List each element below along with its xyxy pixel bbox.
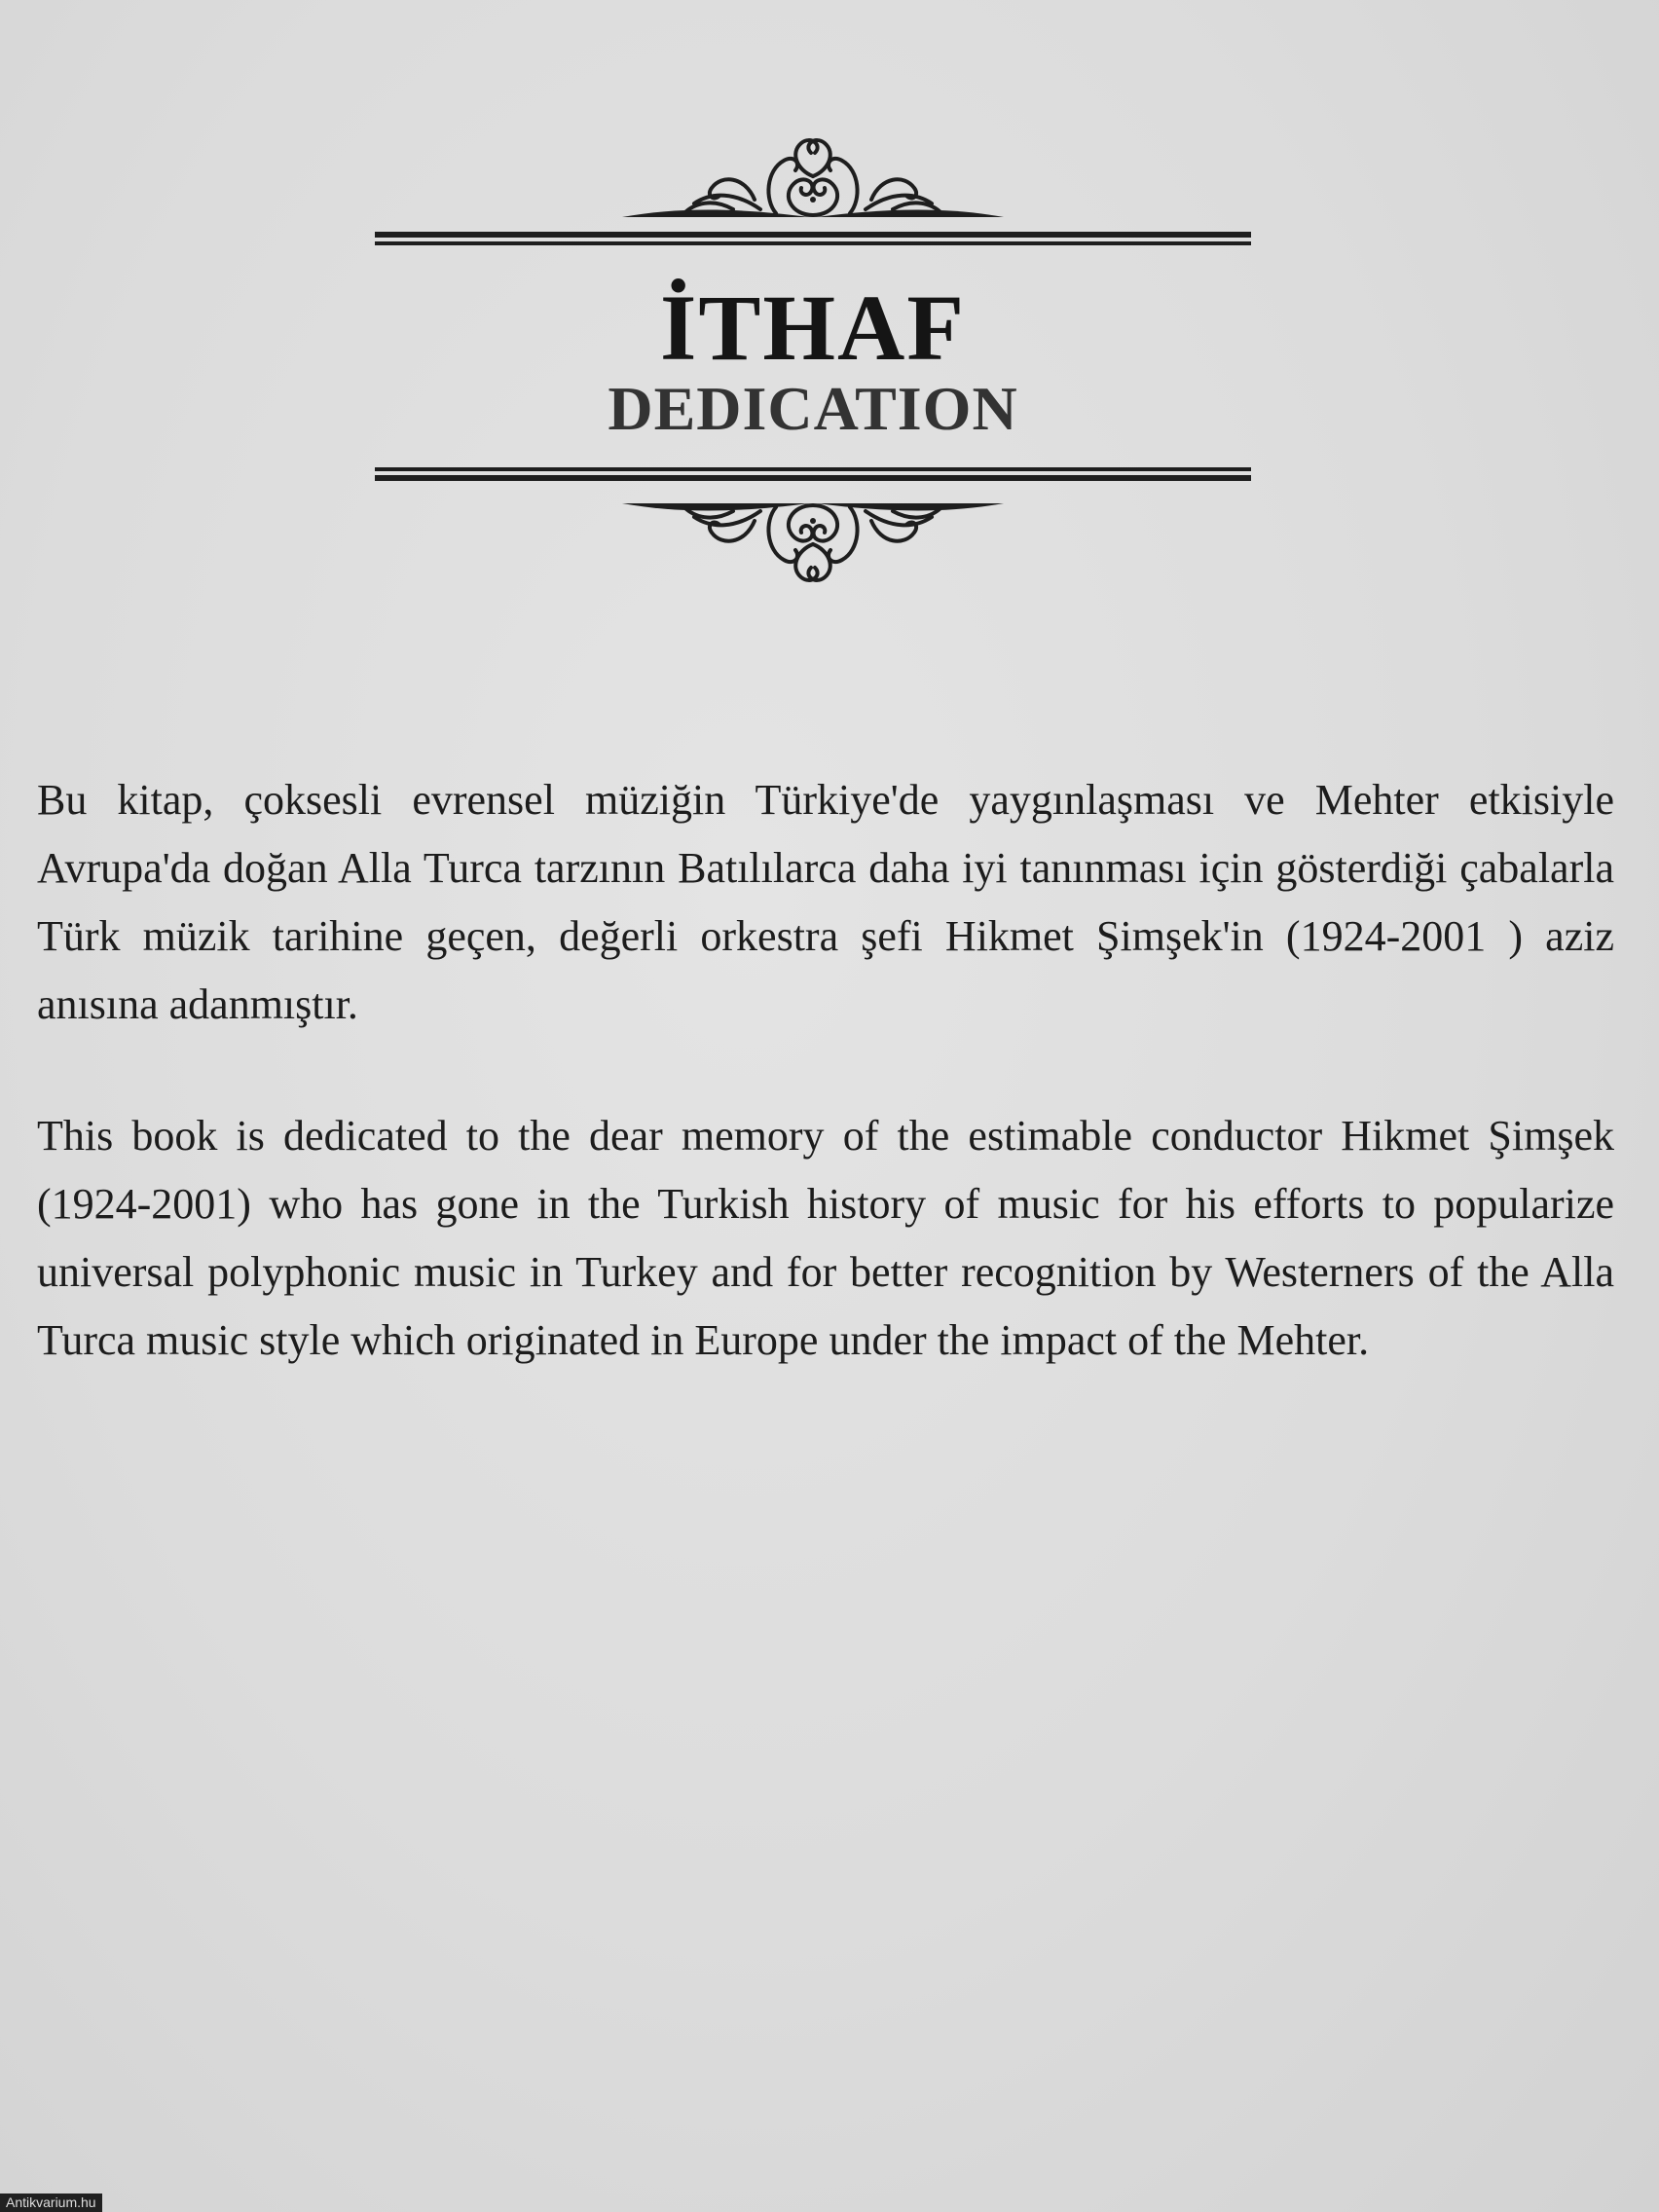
page-title: İTHAF bbox=[659, 276, 967, 380]
flourish-ornament-top bbox=[618, 131, 1008, 221]
page-subtitle: DEDICATION bbox=[608, 374, 1018, 443]
double-rule-top bbox=[375, 232, 1251, 247]
dedication-paragraph-english: This book is dedicated to the dear memory of the estimable conductor Hikmet Şimşek (1924-2001) who has gone in the Turkish history of music for his efforts to popularize universal polyphonic music in Turkey and for better recognition by Westerners of the Alla Turca music style which originated in Europe under the impact of the Mehter. bbox=[37, 1112, 1614, 1364]
dedication-header bbox=[375, 131, 1251, 589]
dedication-paragraph-turkish: Bu kitap, çoksesli evrensel müziğin Türkiye'de yaygınlaşması ve Mehter etkisiyle Avrupa'da doğan Alla Turca tarzının Batılılarca daha iyi tanınması için gösterdiği çabalarla Türk müzik tarihine geçen, değerli orkestra şefi Hikmet Şimşek'in (1924-2001 ) aziz anısına adanmıştır. bbox=[37, 776, 1614, 1028]
double-rule-bottom bbox=[375, 467, 1251, 483]
flourish-ornament-bottom bbox=[618, 499, 1008, 589]
watermark-label: Antikvarium.hu bbox=[0, 2194, 102, 2212]
